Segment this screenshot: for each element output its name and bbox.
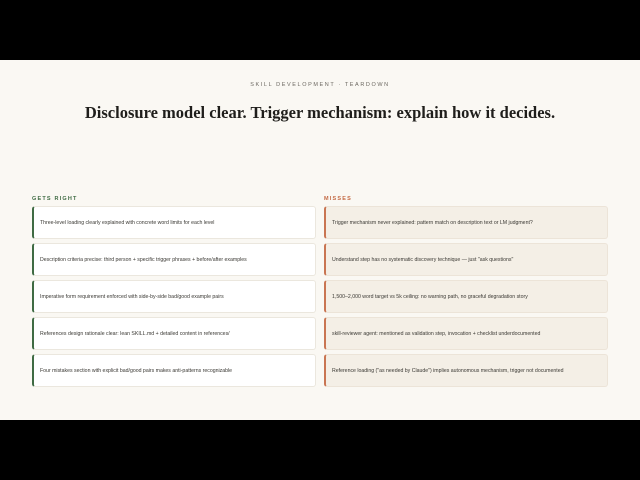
gets-right-column: [32, 196, 316, 391]
misses-card: [324, 243, 608, 276]
gets-right-card: [32, 280, 316, 313]
gets-right-card: [32, 354, 316, 387]
gets-right-card: [32, 206, 316, 239]
card-text: 1,500–2,000 word target vs 5k ceiling: no warning path, no graceful degradation story: [332, 293, 528, 300]
slide: [0, 60, 640, 420]
misses-card: [324, 206, 608, 239]
card-text: Three-level loading clearly explained with concrete word limits for each level: [40, 219, 215, 226]
misses-heading: MISSES: [324, 196, 352, 202]
misses-card: [324, 354, 608, 387]
card-text: Reference loading ("as needed by Claude") implies autonomous mechanism, trigger not documented: [332, 367, 564, 374]
card-text: Trigger mechanism never explained: pattern match on description text or LM judgment?: [332, 219, 533, 226]
card-text: skill-reviewer agent: mentioned as validation step, invocation + checklist underdocumented: [332, 330, 541, 337]
card-text: Description criteria precise: third person + specific trigger phrases + before/after examples: [40, 256, 247, 263]
gets-right-heading: GETS RIGHT: [32, 196, 78, 202]
card-text: Imperative form requirement enforced with side-by-side bad/good example pairs: [40, 293, 224, 300]
gets-right-card: [32, 243, 316, 276]
card-text: Understand step has no systematic discovery technique — just "ask questions": [332, 256, 514, 263]
slide-title: Disclosure model clear. Trigger mechanism: explain how it decides.: [84, 103, 556, 122]
misses-column: [324, 196, 608, 391]
eyebrow-label: SKILL DEVELOPMENT · TEARDOWN: [250, 82, 390, 88]
gets-right-card: [32, 317, 316, 350]
card-text: References design rationale clear: lean SKILL.md + detailed content in references/: [40, 330, 230, 337]
misses-card: [324, 280, 608, 313]
card-text: Four mistakes section with explicit bad/good pairs makes anti-patterns recognizable: [40, 367, 233, 374]
misses-card: [324, 317, 608, 350]
